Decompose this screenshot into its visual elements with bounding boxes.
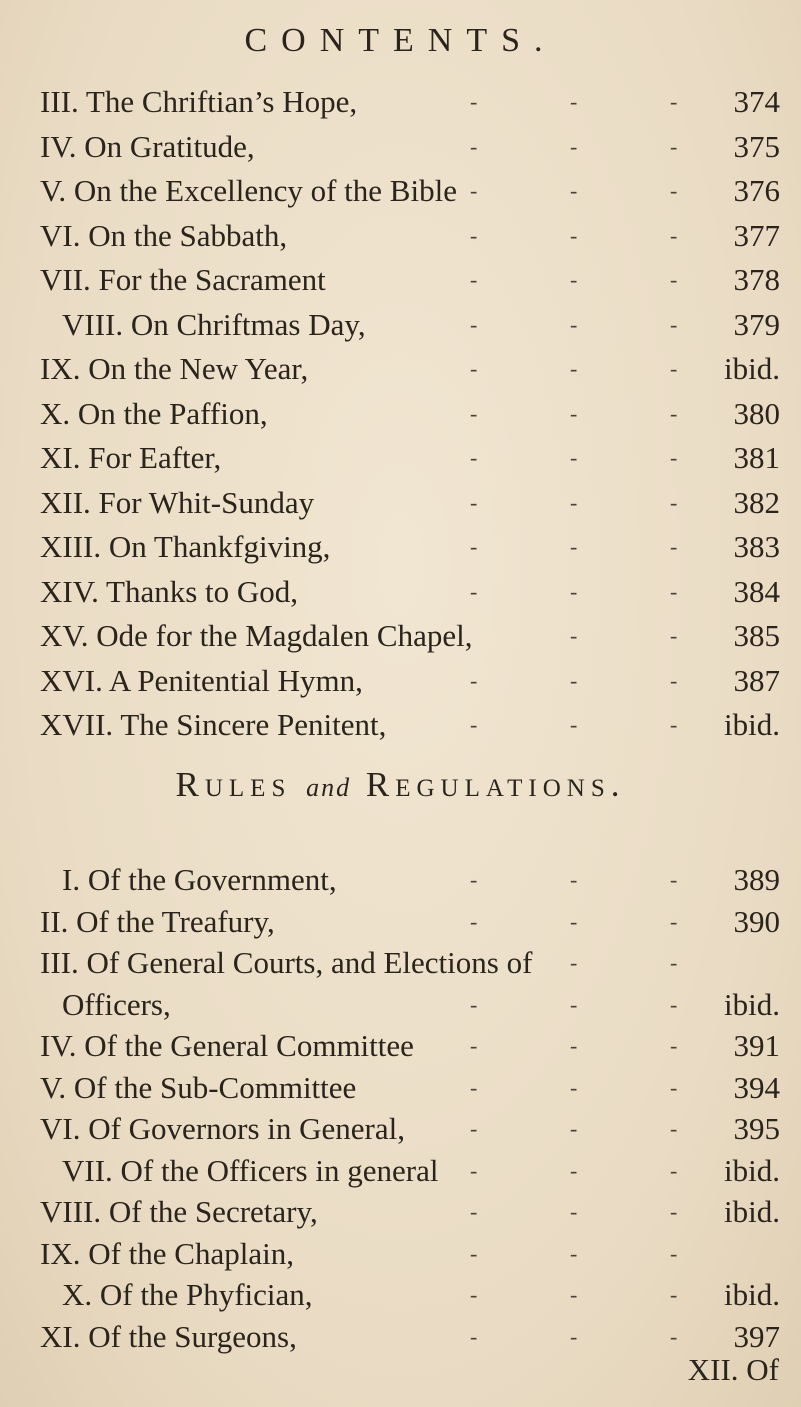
entry-page-number: 378 (733, 262, 780, 297)
entry-title: X. On the Paffion, (40, 395, 268, 431)
contents-entry: - - - VIII. Of the Secretary, ibid. (40, 1192, 780, 1232)
catchword: XII. Of (687, 1352, 779, 1387)
entry-page-number: 390 (733, 903, 780, 939)
entry-page-number: 375 (733, 128, 780, 164)
entry-page-number: 374 (733, 84, 780, 119)
entry-title: IX. On the New Year, (40, 351, 309, 386)
entry-page-number: 382 (733, 484, 780, 520)
entry-title: VI. On the Sabbath, (40, 217, 288, 253)
entry-page-number: ibid. (724, 1152, 780, 1188)
entry-title: Officers, (62, 986, 171, 1022)
entry-title: V. Of the Sub-Committee (40, 1069, 357, 1105)
entry-title: V. On the Excellency of the Bible (40, 173, 457, 208)
entry-title: VII. Of the Officers in general (62, 1152, 439, 1188)
contents-entry: - - - II. Of the Treafury, 390 (40, 902, 780, 942)
contents-entry: - - - Officers, ibid. (40, 985, 780, 1025)
contents-entry: - - - XI. Of the Surgeons, 397 (40, 1317, 780, 1357)
entry-title: VIII. On Chriftmas Day, (62, 306, 366, 342)
entry-page-number: 397 (733, 1318, 780, 1354)
entry-title: VII. For the Sacrament (40, 262, 326, 297)
entry-title: IX. Of the Chaplain, (40, 1235, 294, 1271)
regulations-word: Regulations. (365, 765, 626, 804)
contents-entry: - - - I. Of the Government, 389 (40, 860, 780, 900)
entry-page-number: 380 (733, 395, 780, 431)
contents-entry: - - - XVII. The Sincere Penitent, ibid. (40, 705, 780, 745)
and-word: and (306, 773, 352, 802)
entry-title: XII. For Whit-Sunday (40, 484, 315, 520)
contents-entry: - - - VI. Of Governors in General, 395 (40, 1109, 780, 1149)
entry-title: XV. Ode for the Magdalen Chapel, (40, 618, 473, 653)
entry-title: XVI. A Penitential Hymn, (40, 662, 363, 698)
entry-title: XIII. On Thankfgiving, (40, 529, 331, 564)
contents-entry: - - - XI. For Eafter, 381 (40, 438, 780, 478)
contents-entry: - - - XII. For Whit-Sunday 382 (40, 483, 780, 523)
entry-title: II. Of the Treafury, (40, 903, 275, 939)
contents-entry: - - - V. On the Excellency of the Bible 376 (40, 171, 780, 211)
contents-entry: - - III. Of General Courts, and Elections of (40, 943, 780, 983)
contents-entry: - - - VIII. On Chriftmas Day, 379 (40, 305, 780, 345)
contents-entry: - - - XIV. Thanks to God, 384 (40, 572, 780, 612)
contents-entry: - - - XVI. A Penitential Hymn, 387 (40, 661, 780, 701)
entry-page-number: 391 (733, 1028, 780, 1063)
contents-entry: - - XV. Ode for the Magdalen Chapel, 385 (40, 616, 780, 656)
contents-entry: - - - VI. On the Sabbath, 377 (40, 216, 780, 256)
entry-title: IV. Of the General Committee (40, 1028, 414, 1063)
rules-section-title (0, 765, 801, 805)
contents-entry: - - - X. On the Paffion, 380 (40, 394, 780, 434)
entry-page-number: ibid. (724, 707, 780, 742)
entry-title: XIV. Thanks to God, (40, 573, 299, 609)
entry-page-number: 383 (733, 529, 780, 564)
contents-entry: - - - IV. On Gratitude, 375 (40, 127, 780, 167)
entry-page-number: 384 (733, 573, 780, 609)
entry-page-number: 381 (733, 440, 780, 475)
entry-page-number: 395 (733, 1111, 780, 1146)
contents-entry: - - - IX. Of the Chaplain, (40, 1234, 780, 1274)
entry-title: III. The Chriftian’s Hope, (40, 84, 358, 119)
contents-entry: - - - XIII. On Thankfgiving, 383 (40, 527, 780, 567)
entry-title: IV. On Gratitude, (40, 128, 255, 164)
entry-page-number: 376 (733, 173, 780, 208)
contents-entry: - - - VII. For the Sacrament 378 (40, 260, 780, 300)
entry-page-number: ibid. (724, 1277, 780, 1312)
entry-title: VIII. Of the Secretary, (40, 1194, 318, 1229)
contents-entry: - - - IV. Of the General Committee 391 (40, 1026, 780, 1066)
entry-page-number: 377 (733, 217, 780, 253)
entry-page-number: 385 (733, 618, 780, 653)
entry-page-number: 379 (733, 306, 780, 342)
entry-page-number: 394 (733, 1069, 780, 1105)
entry-page-number: 389 (733, 862, 780, 897)
entry-title: XI. For Eafter, (40, 440, 222, 475)
entry-page-number: ibid. (724, 986, 780, 1022)
page-header: CONTENTS. (244, 22, 557, 59)
entry-title: XVII. The Sincere Penitent, (40, 707, 387, 742)
entry-page-number: ibid. (724, 351, 780, 386)
entry-page-number: ibid. (724, 1194, 780, 1229)
contents-entry: - - - III. The Chriftian’s Hope, 374 (40, 82, 780, 122)
contents-entry: - - - VII. Of the Officers in general ibid. (40, 1151, 780, 1191)
contents-entry: - - - IX. On the New Year, ibid. (40, 349, 780, 389)
entry-title: XI. Of the Surgeons, (40, 1318, 297, 1354)
rules-word: Rules (175, 765, 292, 804)
contents-entry: - - - X. Of the Phyfician, ibid. (40, 1275, 780, 1315)
entry-title: I. Of the Government, (62, 862, 337, 897)
entry-title: X. Of the Phyfician, (62, 1277, 313, 1312)
entry-page-number: 387 (733, 662, 780, 698)
contents-entry: - - - V. Of the Sub-Committee 394 (40, 1068, 780, 1108)
entry-title: VI. Of Governors in General, (40, 1111, 405, 1146)
entry-title: III. Of General Courts, and Elections of (40, 945, 533, 980)
